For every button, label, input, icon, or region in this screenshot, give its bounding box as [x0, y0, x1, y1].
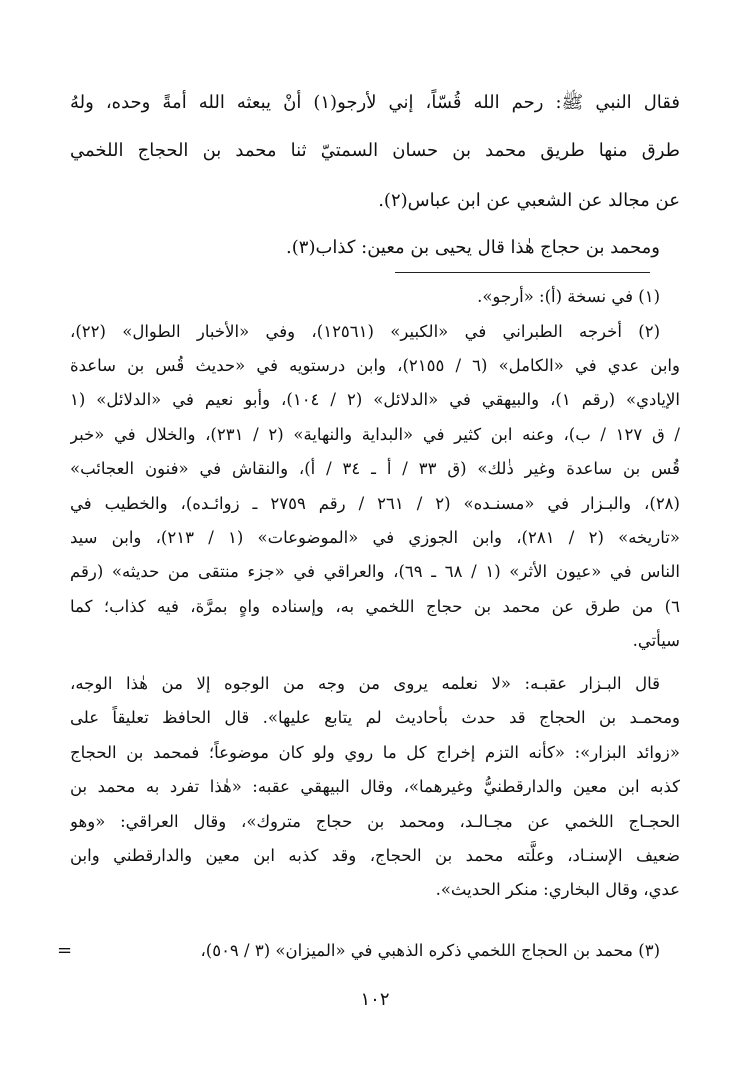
footnote-2-line: «زوائد البزار»: «كأنه التزم إخراج كل ما روي ولو كان موضوعاً؛ فمحمد بن الحجاج — [70, 743, 680, 762]
footnote-2-line: الإيادي» (رقم ١)، والبيهقي في «الدلائل» (٢ / ١٠٤)، وأبو نعيم في «الدلائل» (١ — [70, 390, 680, 409]
footnote-2-line: ضعيف الإسنـاد، وعلَّته محمد بن الحجاج، وقد كذبه ابن معين والدارقطني وابن — [70, 846, 680, 865]
footnote-separator — [395, 272, 650, 273]
body-line-3: عن مجالد عن الشعبي عن ابن عباس(٢). — [378, 190, 680, 211]
footnote-2-line: ومحمـد بن الحجاج قد حدث بأحاديث لم يتابع عليها». قال الحافظ تعليقاً على — [70, 708, 680, 727]
body-line-2: طرق منها طريق محمد بن حسان السمتيّ ثنا محمد بن الحجاج اللخمي — [70, 140, 680, 161]
footnote-2-line: «تاريخه» (٢ / ٢٨١)، وابن الجوزي في «الموضوعات» (١ / ٢١٣)، وابن سيد — [70, 528, 680, 547]
footnote-2-line: قُس بن ساعدة وغير ذٰلك» (ق ٣٣ / أ ـ ٣٤ / أ)، والنقاش في «فنون العجائب» — [70, 459, 680, 478]
footnote-2-line: الناس في «عيون الأثر» (١ / ٦٨ ـ ٦٩)، والعراقي في «جزء منتقى من حديثه» (رقم — [70, 562, 680, 581]
footnote-2-line: سيأتي. — [632, 631, 680, 650]
body-line-1: فقال النبي ﷺ: رحم الله قُسّاً، إني لأرجو(١) أنْ يبعثه الله أمةً وحده، ولهُ — [70, 92, 680, 113]
footnote-2-line: ٦) من طرق عن محمد بن حجاج اللخمي به، وإسناده واهٍ بمرَّة، فيه كذاب؛ كما — [70, 597, 680, 616]
page-number: ١٠٢ — [360, 989, 390, 1010]
footnote-3: (٣) محمد بن الحجاج اللخمي ذكره الذهبي في «الميزان» (٣ / ٥٠٩)، — [200, 941, 660, 960]
footnote-2-line: الحجـاج اللخمي عن مجـالـد، ومحمد بن حجاج متروك»، وقال العراقي: «وهو — [70, 812, 680, 831]
footnote-2-line: عدي، وقال البخاري: منكر الحديث». — [435, 880, 680, 899]
footnote-2-line: وابن عدي في «الكامل» (٦ / ٢١٥٥)، وابن درستويه في «حديث قُس بن ساعدة — [70, 356, 680, 375]
footnote-2-line: (٢) أخرجه الطبراني في «الكبير» (١٢٥٦١)، وفي «الأخبار الطوال» (٢٢)، — [70, 322, 660, 341]
footnote-2-line: / ق ١٢٧ / ب)، وعنه ابن كثير في «البداية والنهاية» (٢ / ٢٣١)، والخلال في «خبر — [70, 425, 680, 444]
footnote-2-line: قال البـزار عقبـه: «لا نعلمه يروى من وجه من الوجوه إلا من هٰذا الوجه، — [70, 674, 660, 693]
footnote-1: (١) في نسخة (أ): «أرجو». — [477, 287, 660, 306]
footnote-2-line: (٢٨)، والبـزار في «مسنـده» (٢ / ٢٦١ / رقم ٢٧٥٩ ـ زوائـده)، والخطيب في — [70, 494, 680, 513]
body-line-4: ومحمد بن حجاج هٰذا قال يحيى بن معين: كذاب(٣). — [286, 237, 660, 258]
footnote-2-line: كذبه ابن معين والدارقطنيُّ وغيرهما»، وقال البيهقي عقبه: «هٰذا تفرد به محمد بن — [70, 777, 680, 796]
continuation-mark: = — [57, 940, 73, 961]
